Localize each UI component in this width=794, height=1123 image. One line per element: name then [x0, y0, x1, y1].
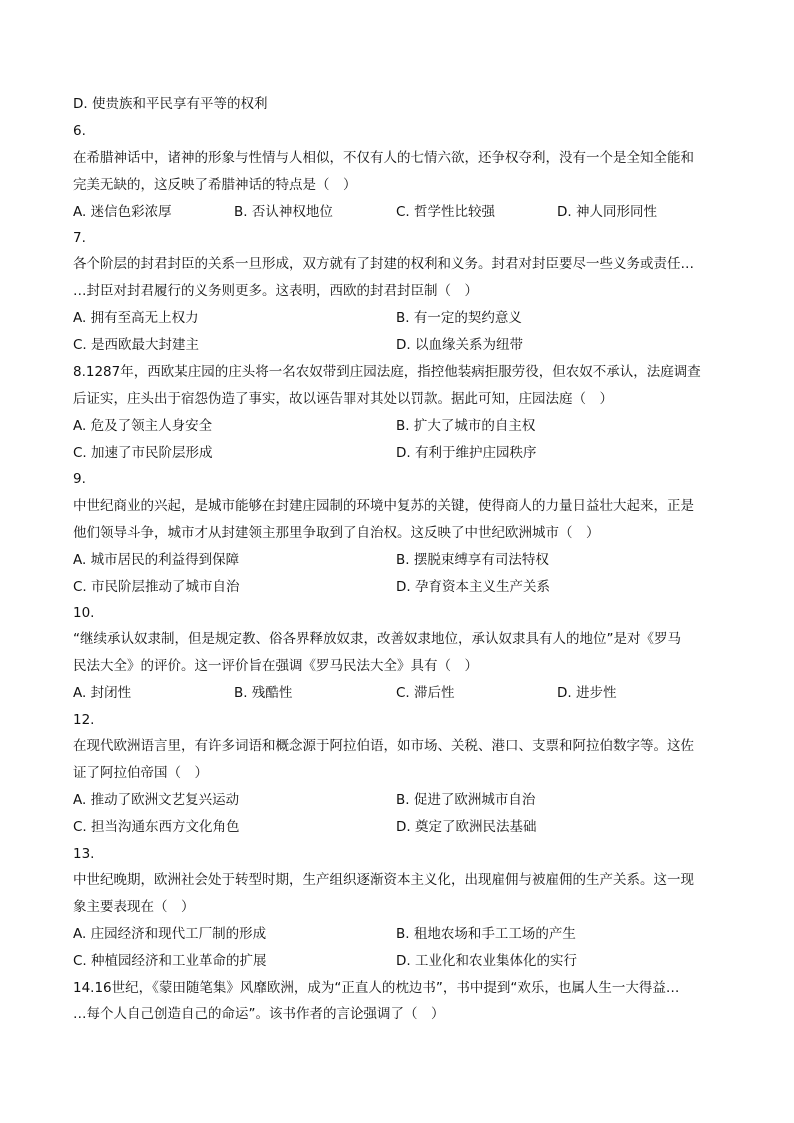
- q7-option-b: B. 有一定的契约意义: [396, 310, 522, 326]
- q8-option-d: D. 有利于维护庄园秩序: [396, 445, 537, 461]
- q7-option-c: C. 是西欧最大封建主: [73, 337, 200, 353]
- q9-stem-line-2: 他们领导斗争，城市才从封建领主那里争取到了自治权。这反映了中世纪欧洲城市（ ）: [73, 525, 600, 541]
- q6-option-c: C. 哲学性比较强: [396, 204, 496, 220]
- q5-option-d: D. 使贵族和平民享有平等的权利: [73, 96, 268, 112]
- q10-option-d: D. 进步性: [557, 685, 617, 701]
- q8-option-c: C. 加速了市民阶层形成: [73, 445, 213, 461]
- q13-number: 13.: [73, 846, 95, 862]
- q12-stem-line-1: 在现代欧洲语言里，有许多词语和概念源于阿拉伯语，如市场、关税、港口、支票和阿拉伯数字等。这佐: [73, 738, 694, 754]
- q13-option-c: C. 种植园经济和工业革命的扩展: [73, 953, 267, 969]
- q8-stem-line-1: 8.1287年，西欧某庄园的庄头将一名农奴带到庄园法庭，指控他装病拒服劳役，但农奴不承认，法庭调查: [73, 364, 701, 380]
- q9-option-a: A. 城市居民的利益得到保障: [73, 552, 240, 568]
- q7-stem-line-2: …封臣对封君履行的义务则更多。这表明，西欧的封君封臣制（ ）: [73, 283, 478, 299]
- q6-stem-line-2: 完美无缺的，这反映了希腊神话的特点是（ ）: [73, 177, 357, 193]
- q13-option-b: B. 租地农场和手工工场的产生: [396, 926, 576, 942]
- q8-option-a: A. 危及了领主人身安全: [73, 418, 213, 434]
- q9-option-c: C. 市民阶层推动了城市自治: [73, 579, 240, 595]
- q6-option-b: B. 否认神权地位: [234, 204, 333, 220]
- q7-stem-line-1: 各个阶层的封君封臣的关系一旦形成，双方就有了封建的权利和义务。封君对封臣要尽一些义务或责任…: [73, 256, 694, 272]
- q6-stem-line-1: 在希腊神话中，诸神的形象与性情与人相似，不仅有人的七情六欲，还争权夺利，没有一个是全知全能和: [73, 150, 694, 166]
- q12-option-c: C. 担当沟通东西方文化角色: [73, 819, 240, 835]
- q10-stem-line-1: “继续承认奴隶制，但是规定教、俗各界释放奴隶，改善奴隶地位，承认奴隶具有人的地位”是对《罗马: [73, 631, 681, 647]
- q10-stem-line-2: 民法大全》的评价。这一评价旨在强调《罗马民法大全》具有（ ）: [73, 658, 478, 674]
- q10-option-c: C. 滞后性: [396, 685, 455, 701]
- q9-option-d: D. 孕育资本主义生产关系: [396, 579, 550, 595]
- q6-option-d: D. 神人同形同性: [557, 204, 657, 220]
- q6-number: 6.: [73, 123, 86, 139]
- q10-option-b: B. 残酷性: [234, 685, 293, 701]
- q7-option-d: D. 以血缘关系为纽带: [396, 337, 523, 353]
- q10-option-a: A. 封闭性: [73, 685, 132, 701]
- q9-stem-line-1: 中世纪商业的兴起，是城市能够在封建庄园制的环境中复苏的关键，使得商人的力量日益壮大起来，正是: [73, 498, 694, 514]
- q13-option-a: A. 庄园经济和现代工厂制的形成: [73, 926, 267, 942]
- q6-option-a: A. 迷信色彩浓厚: [73, 204, 172, 220]
- q7-number: 7.: [73, 230, 86, 246]
- q7-option-a: A. 拥有至高无上权力: [73, 310, 199, 326]
- q13-stem-line-2: 象主要表现在（ ）: [73, 899, 195, 915]
- q12-number: 12.: [73, 712, 95, 728]
- q8-stem-line-2: 后证实，庄头出于宿怨伪造了事实，故以诬告罪对其处以罚款。据此可知，庄园法庭（ ）: [73, 391, 613, 407]
- q14-stem-line-2: …每个人自己创造自己的命运”。该书作者的言论强调了（ ）: [73, 1006, 445, 1022]
- q13-option-d: D. 工业化和农业集体化的实行: [396, 953, 577, 969]
- q14-stem-line-1: 14.16世纪，《蒙田随笔集》风靡欧洲，成为“正直人的枕边书”，书中提到“欢乐，也属人生一大得益…: [73, 980, 680, 996]
- q12-option-a: A. 推动了欧洲文艺复兴运动: [73, 792, 240, 808]
- q12-option-d: D. 奠定了欧洲民法基础: [396, 819, 537, 835]
- q8-option-b: B. 扩大了城市的自主权: [396, 418, 536, 434]
- q13-stem-line-1: 中世纪晚期，欧洲社会处于转型时期，生产组织逐渐资本主义化，出现雇佣与被雇佣的生产关系。这一现: [73, 872, 694, 888]
- q10-number: 10.: [73, 605, 95, 621]
- q9-number: 9.: [73, 471, 86, 487]
- q12-option-b: B. 促进了欧洲城市自治: [396, 792, 536, 808]
- q12-stem-line-2: 证了阿拉伯帝国（ ）: [73, 765, 208, 781]
- q9-option-b: B. 摆脱束缚享有司法特权: [396, 552, 549, 568]
